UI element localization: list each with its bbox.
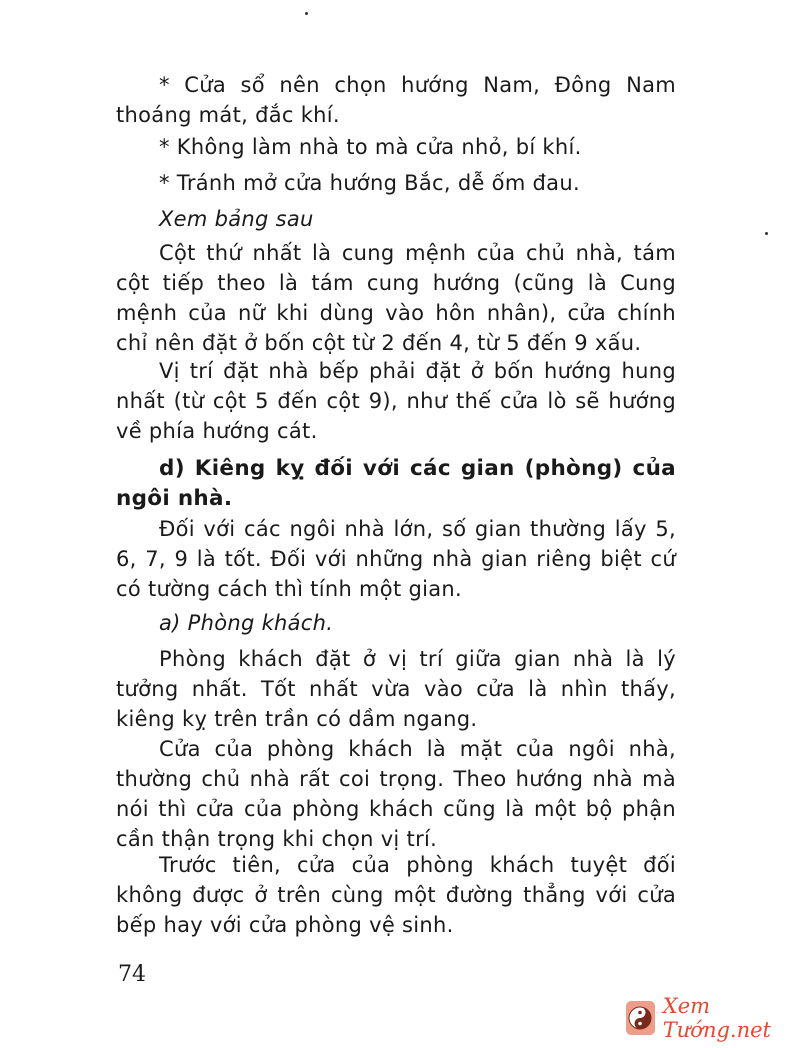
body-paragraph: Đối với các ngôi nhà lớn, số gian thường lấy 5, 6, 7, 9 là tốt. Đối với những nhà gian riêng biệt cứ có tường cách thì tính một gian.	[116, 517, 676, 601]
bullet-paragraph: * Tránh mở cửa hướng Bắc, dễ ốm đau.	[159, 171, 580, 195]
body-paragraph: Cột thứ nhất là cung mệnh của chủ nhà, tám cột tiếp theo là tám cung hướng (cũng là Cung mệnh của nữ khi dùng vào hôn nhân), cửa chính chỉ nên đặt ở bốn cột từ 2 đến 4, từ 5 đến 9 xấu.	[116, 241, 676, 355]
body-paragraph: Trước tiên, cửa của phòng khách tuyệt đối không được ở trên cùng một đường thẳng với cửa bếp hay với cửa phòng vệ sinh.	[116, 853, 676, 937]
speck	[305, 12, 308, 15]
page-number: 74	[118, 962, 146, 987]
body-paragraph: Vị trí đặt nhà bếp phải đặt ở bốn hướng hung nhất (từ cột 5 đến cột 9), như thế cửa lò sẽ hướng về phía hướng cát.	[116, 359, 676, 443]
body-paragraph: Phòng khách đặt ở vị trí giữa gian nhà là lý tưởng nhất. Tốt nhất vừa vào cửa là nhìn thấy, kiêng kỵ trên trần có dầm ngang.	[116, 647, 676, 731]
site-watermark	[626, 994, 800, 1042]
subsection-heading: a) Phòng khách.	[159, 611, 334, 635]
bullet-paragraph: * Không làm nhà to mà cửa nhỏ, bí khí.	[159, 135, 582, 159]
yin-yang-icon	[626, 1001, 655, 1035]
body-paragraph: Cửa của phòng khách là mặt của ngôi nhà, thường chủ nhà rất coi trọng. Theo hướng nhà mà nói thì cửa của phòng khách cũng là một bộ phận cần thận trọng khi chọn vị trí.	[116, 737, 676, 851]
see-table-note: Xem bảng sau	[159, 207, 314, 231]
section-heading: d) Kiêng kỵ đối với các gian (phòng) của ngôi nhà.	[116, 456, 676, 511]
watermark-text: Xem Tướng.net	[662, 994, 771, 1042]
speck	[765, 232, 768, 235]
bullet-paragraph: * Cửa sổ nên chọn hướng Nam, Đông Nam thoáng mát, đắc khí.	[116, 73, 676, 127]
